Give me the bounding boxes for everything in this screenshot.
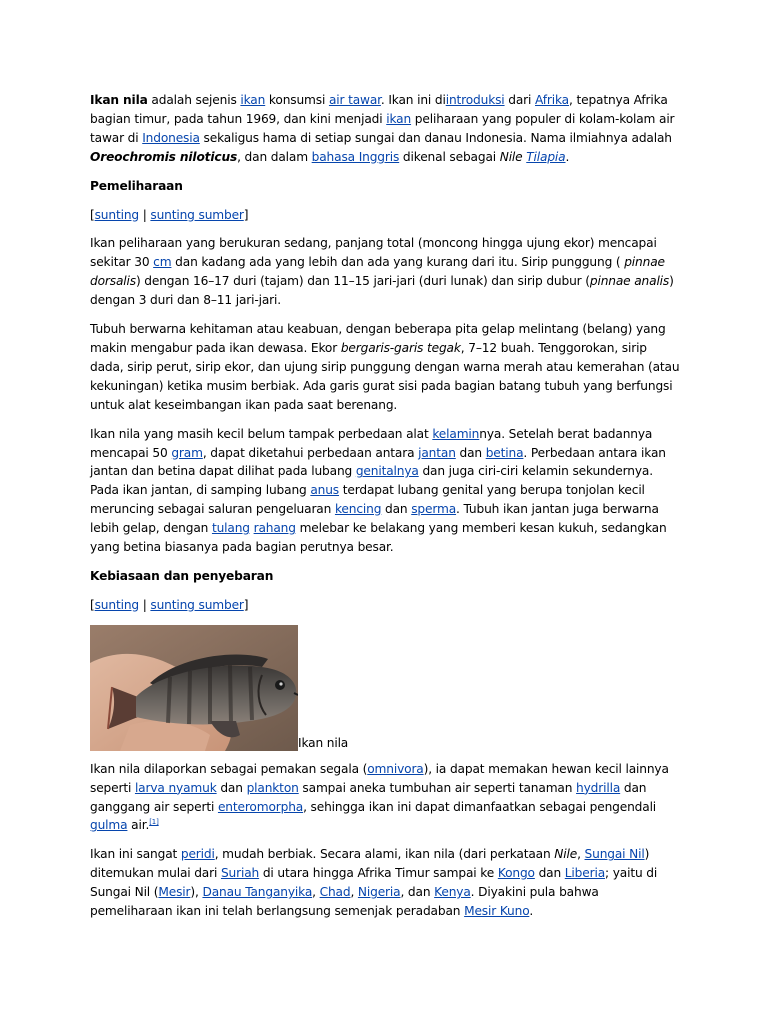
- separator: |: [138, 597, 151, 612]
- link-ikan[interactable]: ikan: [240, 93, 266, 107]
- text: dan ganggang air seperti: [90, 780, 647, 814]
- text: air.: [127, 818, 150, 833]
- link-gram[interactable]: gram: [171, 445, 203, 460]
- italic-term: Nile: [554, 847, 578, 862]
- text: peliharaan yang populer di kolam-kolam air tawar di: [90, 111, 675, 145]
- link-tilapia[interactable]: [526, 150, 565, 164]
- link-kencing[interactable]: kencing: [334, 502, 382, 517]
- link-sungai-nil[interactable]: Sungai Nil: [584, 847, 645, 862]
- text: melebar ke belakang yang memberi kesan kukuh, sedangkan yang betina biasanya pada bagian perutnya besar.: [90, 521, 667, 555]
- link-kelamin[interactable]: kelamin: [432, 426, 480, 441]
- link-genitalnya[interactable]: genitalnya: [355, 464, 419, 479]
- italic-term: bergaris-garis tegak: [340, 340, 461, 355]
- text: Ikan peliharaan yang berukuran sedang, panjang total (moncong hingga ujung ekor) mencapai sekitar 30: [90, 236, 657, 270]
- text: , sehingga ikan ini dapat dimanfaatkan sebagai pengendali: [303, 799, 657, 814]
- paragraph-diet: [90, 760, 682, 836]
- text: dan: [534, 866, 565, 881]
- text: di utara hingga Afrika Timur sampai ke: [259, 866, 498, 881]
- section-heading-pemeliharaan: Pemeliharaan: [90, 178, 183, 193]
- paragraph-size: [90, 234, 682, 310]
- edit-source-link[interactable]: sunting sumber: [150, 597, 244, 612]
- bracket: [: [90, 597, 95, 612]
- text: ,: [312, 885, 320, 900]
- link-plankton[interactable]: plankton: [246, 780, 299, 795]
- text: ) dengan 3 duri dan 8–11 jari-jari.: [90, 274, 674, 308]
- intro-paragraph: [90, 91, 682, 167]
- text: dan: [455, 445, 486, 460]
- link-suriah[interactable]: Suriah: [220, 866, 260, 881]
- link-enteromorpha[interactable]: enteromorpha: [217, 799, 304, 814]
- text: dikenal sebagai: [399, 149, 500, 164]
- link-sperma[interactable]: sperma: [411, 502, 457, 517]
- text: , dan dalam: [237, 149, 312, 164]
- figure: [90, 625, 682, 751]
- link-introduksi[interactable]: introduksi: [445, 93, 505, 107]
- link-mesir[interactable]: Mesir: [158, 885, 191, 900]
- link-rahang[interactable]: rahang: [253, 521, 296, 536]
- edit-link[interactable]: sunting: [94, 207, 139, 222]
- text: .: [565, 149, 570, 164]
- text: , tepatnya Afrika bagian timur, pada tahun 1969, dan kini menjadi: [90, 93, 668, 126]
- text: ,: [350, 885, 358, 900]
- text: . Diyakini pula bahwa pemeliharaan ikan ini telah berlangsung semenjak peradaban: [90, 885, 599, 919]
- link-afrika[interactable]: Afrika: [535, 93, 570, 107]
- text: nya. Setelah berat badannya mencapai 50: [90, 426, 653, 460]
- fish-in-hand-photo[interactable]: [90, 625, 298, 751]
- text: , mudah berbiak. Secara alami, ikan nila (dari perkataan: [214, 847, 555, 862]
- edit-links-2: [90, 596, 682, 615]
- figure-caption: Ikan nila: [298, 735, 349, 750]
- bracket: ]: [243, 597, 249, 612]
- text: Ikan ini sangat: [90, 847, 181, 862]
- link-omnivora[interactable]: omnivora: [367, 761, 424, 776]
- link-anus[interactable]: anus: [310, 483, 340, 498]
- bracket: ]: [243, 207, 249, 222]
- text: ,: [577, 847, 585, 862]
- text: , dapat diketahui perbedaan antara: [202, 445, 419, 460]
- paragraph-color: [90, 320, 682, 415]
- paragraph-distribution: [90, 845, 682, 921]
- text: ), ia dapat memakan hewan kecil lainnya seperti: [90, 761, 669, 795]
- link-hydrilla[interactable]: hydrilla: [576, 780, 621, 795]
- tilapia-italic: Tilapia: [526, 149, 566, 164]
- scientific-name: Oreochromis niloticus: [90, 149, 238, 164]
- text: dari: [504, 93, 535, 107]
- text: ) dengan 16–17 duri (tajam) dan 11–15 jari-jari (duri lunak) dan sirip dubur (: [135, 274, 590, 289]
- link-liberia[interactable]: Liberia: [564, 866, 606, 881]
- link-gulma[interactable]: gulma: [90, 818, 128, 833]
- text: terdapat lubang genital yang berupa tonjolan kecil meruncing sebagai saluran pengeluaran: [90, 483, 645, 517]
- text: Ikan nila yang masih kecil belum tampak perbedaan alat: [90, 426, 433, 441]
- link-larva-nyamuk[interactable]: larva nyamuk: [134, 780, 217, 795]
- text: . Ikan ini di: [380, 93, 446, 107]
- link-air-tawar[interactable]: air tawar: [328, 93, 381, 107]
- bracket: [: [90, 207, 95, 222]
- text: dan: [381, 502, 412, 517]
- text: dan juga ciri-ciri kelamin sekundernya. Pada ikan jantan, di samping lubang: [90, 464, 653, 498]
- text: adalah sejenis: [147, 93, 241, 107]
- intro-bold-title: Ikan nila: [90, 93, 148, 107]
- text: ) ditemukan mulai dari: [90, 847, 650, 881]
- link-ikan-2[interactable]: ikan: [386, 111, 412, 126]
- link-tulang[interactable]: tulang: [211, 521, 250, 536]
- edit-source-link[interactable]: sunting sumber: [150, 207, 244, 222]
- text: Tubuh berwarna kehitaman atau keabuan, dengan beberapa pita gelap melintang (belang) yang makin mengabur pada ikan dewasa. Ekor: [90, 322, 666, 355]
- link-betina[interactable]: betina: [485, 445, 524, 460]
- text: ),: [190, 885, 203, 900]
- link-mesir-kuno[interactable]: Mesir Kuno: [464, 904, 530, 919]
- text: .: [529, 904, 534, 919]
- text: ; yaitu di Sungai Nil (: [90, 866, 658, 900]
- link-kenya[interactable]: Kenya: [434, 885, 471, 900]
- article-body: [90, 91, 682, 931]
- edit-links-1: [90, 206, 682, 225]
- link-indonesia[interactable]: Indonesia: [142, 130, 200, 145]
- link-cm[interactable]: cm: [153, 255, 172, 270]
- reference-link[interactable]: [1]: [149, 818, 159, 827]
- text: dan kadang ada yang lebih dan ada yang kurang dari itu. Sirip punggung (: [171, 255, 625, 270]
- link-jantan[interactable]: jantan: [418, 445, 456, 460]
- link-chad[interactable]: Chad: [319, 885, 351, 900]
- text: , 7–12 buah. Tenggorokan, sirip dada, sirip perut, sirip ekor, dan ujung sirip punggung dengan warna merah atau kemerahan (atau kekuningan) ketika musim berbiak. Ada garis gurat sisi pada bagian batang tubuh yang berfungsi untuk alat keseimbangan ikan pada saat berenang.: [90, 340, 680, 412]
- separator: |: [138, 207, 151, 222]
- text: dan: [216, 780, 247, 795]
- link-danau-tanganyika[interactable]: Danau Tanganyika: [202, 885, 313, 900]
- english-name-nile: Nile: [499, 149, 523, 164]
- link-peridi[interactable]: peridi: [180, 847, 215, 862]
- text: sampai aneka tumbuhan air seperti tanaman: [298, 780, 577, 795]
- link-nigeria[interactable]: Nigeria: [357, 885, 401, 900]
- text: , dan: [400, 885, 435, 900]
- paragraph-sex: [90, 425, 682, 557]
- text: Ikan nila dilaporkan sebagai pemakan segala (: [90, 761, 368, 776]
- link-kongo[interactable]: Kongo: [497, 866, 535, 881]
- section-heading-kebiasaan: Kebiasaan dan penyebaran: [90, 568, 274, 583]
- text: . Perbedaan antara ikan jantan dan betina dapat dilihat pada lubang: [90, 445, 666, 479]
- text: konsumsi: [265, 93, 329, 107]
- edit-link[interactable]: sunting: [94, 597, 139, 612]
- italic-term: pinnae analis: [589, 274, 670, 289]
- link-bahasa-inggris[interactable]: bahasa Inggris: [311, 149, 400, 164]
- text: . Tubuh ikan jantan juga berwarna lebih gelap, dengan: [90, 502, 659, 536]
- text: sekaligus hama di setiap sungai dan danau Indonesia. Nama ilmiahnya adalah: [199, 130, 672, 145]
- italic-term: pinnae dorsalis: [90, 255, 665, 289]
